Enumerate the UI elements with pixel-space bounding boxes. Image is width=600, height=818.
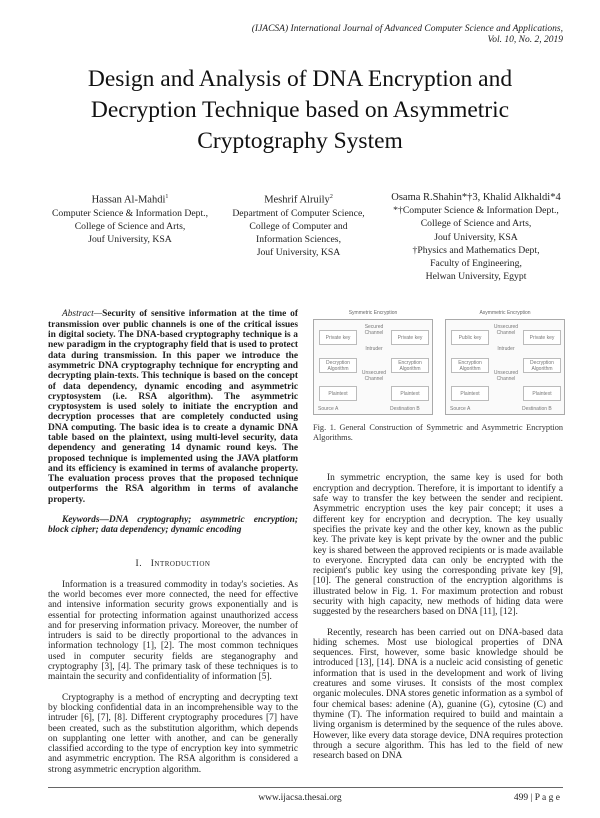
abstract-label: Abstract—	[62, 309, 103, 320]
diagram-box: Plaintext	[319, 386, 357, 401]
left-column	[48, 309, 298, 775]
section-number: I.	[135, 558, 143, 569]
title-line: Cryptography System	[197, 128, 403, 154]
author-block	[381, 191, 571, 283]
title-line: Decryption Technique based on Asymmetric	[90, 97, 510, 123]
author-sup: 1	[165, 194, 169, 200]
author-name: Hassan Al-Mahdi	[91, 194, 166, 206]
paper-title	[0, 64, 600, 157]
figure-1	[313, 309, 565, 415]
diagram-box: Encryption Algorithm	[451, 358, 489, 373]
affiliation: Jouf University, KSA	[434, 231, 518, 243]
affiliation: Information Sciences,	[255, 234, 341, 246]
abstract-text: Security of sensitive information at the time of transmission over public channels is one of the critical issues in digital society. The DNA-based cryptography technique is a new paradigm in the cryptography field that is used to protect data during transmission. In this paper we introduce the asymmetric DNA cryptography technique for encrypting and decrypting plain-texts. This technique is based on the concept of data dependency, dynamic encoding and asymmetric cryptosystem (i.e. RSA algorithm). The asymmetric cryptosystem is used solely to initiate the encryption and decryption processes that are completely conducted using DNA computing. The basic idea is to create a dynamic DNA table based on the plaintext, using multi-level security, data dependency and generating 14 dynamic round keys. The proposed technique is implemented using the JAVA platform and its efficiency is examined in terms of avalanche property. The evaluation process proves that the proposed technique outperforms the RSA algorithm in terms of avalanche property.	[48, 309, 298, 505]
author-block	[223, 191, 375, 283]
diagram-box: Plaintext	[523, 386, 561, 401]
diagram-box: Public key	[451, 330, 489, 345]
asymmetric-panel	[445, 310, 565, 415]
affiliation: Department of Computer Science,	[232, 207, 365, 219]
page-number: 499 | P a g e	[513, 793, 560, 803]
diagram-label: Unsecured Channel	[361, 370, 387, 383]
diagram-box: Private key	[391, 330, 429, 345]
affiliation: College of Science and Arts,	[420, 218, 532, 230]
keywords	[48, 515, 298, 536]
diagram-label: Source A	[318, 406, 339, 413]
journal-volume: Vol. 10, No. 2, 2019	[487, 35, 563, 45]
diagram-box: Private key	[523, 330, 561, 345]
affiliation: *†Computer Science & Information Dept.,	[393, 205, 559, 217]
diagram-box: Private key	[319, 330, 357, 345]
section-heading	[48, 558, 298, 570]
author-sup: 2	[329, 194, 333, 200]
footer-divider	[48, 787, 563, 788]
diagram-label: Intruder	[365, 346, 383, 353]
diagram-box: Decryption Algorithm	[319, 358, 357, 373]
panel-title: Symmetric Encryption	[348, 310, 398, 317]
author-block	[44, 191, 216, 283]
affiliation: College of Computer and	[249, 220, 348, 232]
keywords-label: Keywords	[62, 515, 100, 526]
keywords-text: —DNA cryptography; asymmetric encryption; block cipher; data dependency; dynamic encoding	[48, 515, 298, 536]
diagram-box: Encryption Algorithm	[391, 358, 429, 373]
section-title: Introduction	[150, 558, 211, 569]
affiliation: †Physics and Mathematics Dept,	[412, 244, 540, 256]
paragraph: Cryptography is a method of encrypting and decrypting text by blocking confidential data in an incomprehensible way to the intruder [6], [7], [8]. Different cryptography procedures [7] have been created, such as the substitution algorithm, which depends on supplanting one letter with another, and can be generally classified according to the type of encryption key into symmetric and asymmetric encryption. The RSA algorithm is considered a strong asymmetric encryption algorithm.	[48, 692, 298, 775]
diagram-label: Destination B	[390, 406, 420, 413]
diagram-label: Source A	[450, 406, 471, 413]
diagram-label: Secured Channel	[364, 324, 384, 337]
paragraph: Recently, research has been carried out on DNA-based data hiding schemes. Most use biological properties of DNA sequences. First, however, some basic knowledge should be introduced [13], [14]. DNA is a nucleic acid consisting of genetic information that is used in the development and work of living creatures and some viruses. It consists of the most complex organic molecules. DNA stores genetic information as a symbol of four chemical bases: adenine (A), guanine (G), cytosine (C) and thymine (T). The information required to build and maintain a living organism is determined by the sequence of the rules above. However, like every data storage device, DNA requires protection through a secure algorithm. This has led to the field of new research based on DNA	[313, 627, 563, 762]
affiliation: Jouf University, KSA	[256, 247, 341, 259]
title-line: Design and Analysis of DNA Encryption and	[87, 66, 513, 92]
abstract	[48, 309, 298, 505]
diagram-label: Unsecured Channel	[493, 370, 519, 383]
symmetric-panel	[313, 310, 433, 415]
right-column-body	[313, 473, 563, 761]
footer	[48, 792, 563, 808]
footer-url[interactable]: www.ijacsa.thesai.org	[258, 793, 342, 803]
author-name: Osama R.Shahin*†3, Khalid Alkhaldi*4	[391, 192, 561, 203]
affiliation: Computer Science & Information Dept.,	[51, 207, 209, 219]
author-name: Meshrif Alruily	[264, 194, 330, 206]
introduction-body	[48, 580, 298, 775]
figure-caption: Fig. 1. General Construction of Symmetric and Asymmetric Encryption Algorithms.	[313, 423, 563, 443]
authors	[44, 191, 571, 283]
diagram-label: Intruder	[497, 346, 515, 353]
affiliation: Jouf University, KSA	[88, 234, 172, 246]
diagram-label: Destination B	[522, 406, 552, 413]
paragraph: Information is a treasured commodity in today's societies. As the world becomes ever more connected, the need for effective and intensive information security grows exponentially and is essential for protecting information against unauthorized access and for preserving information privacy. Moreover, the number of intruders is said to be directly proportional to the advances in information technology [1], [2]. The most common techniques used in computer security fields are steganography and cryptography [3], [4]. The primary task of these techniques is to maintain the security and confidentiality of information [5].	[48, 579, 298, 683]
body-columns	[48, 309, 563, 775]
diagram-box: Plaintext	[391, 386, 429, 401]
journal-header	[48, 24, 563, 46]
diagram-box: Decryption Algorithm	[523, 358, 561, 373]
affiliation: Helwan University, Egypt	[425, 271, 527, 283]
affiliation: Faculty of Engineering,	[430, 258, 522, 270]
panel-title: Asymmetric Encryption	[479, 310, 531, 317]
journal-name: (IJACSA) International Journal of Advanced Computer Science and Applications,	[251, 24, 563, 34]
affiliation: College of Science and Arts,	[74, 220, 186, 232]
right-column	[313, 309, 563, 775]
paragraph: In symmetric encryption, the same key is used for both encryption and decryption. Therefore, it is important to identify a safe way to transfer the key between the sender and recipient. Asymmetric encryption uses the key pair concept; it uses a different key for encryption and decryption. The key usually specifies the private key and the other key, known as the public key. The private key is kept private by the owner and the public key is shared between the approved recipients or is made available to everyone. Encrypted data can only be encrypted with the recipient's public key using the corresponding private key [9], [10]. The general construction of the encryption algorithms is illustrated below in Fig. 1. For maximum protection and robust security with high capacity, new methods of hiding data were suggested by the researchers based on DNA [11], [12].	[313, 473, 563, 618]
diagram-box: Plaintext	[451, 386, 489, 401]
diagram-label: Unsecured Channel	[493, 324, 519, 337]
